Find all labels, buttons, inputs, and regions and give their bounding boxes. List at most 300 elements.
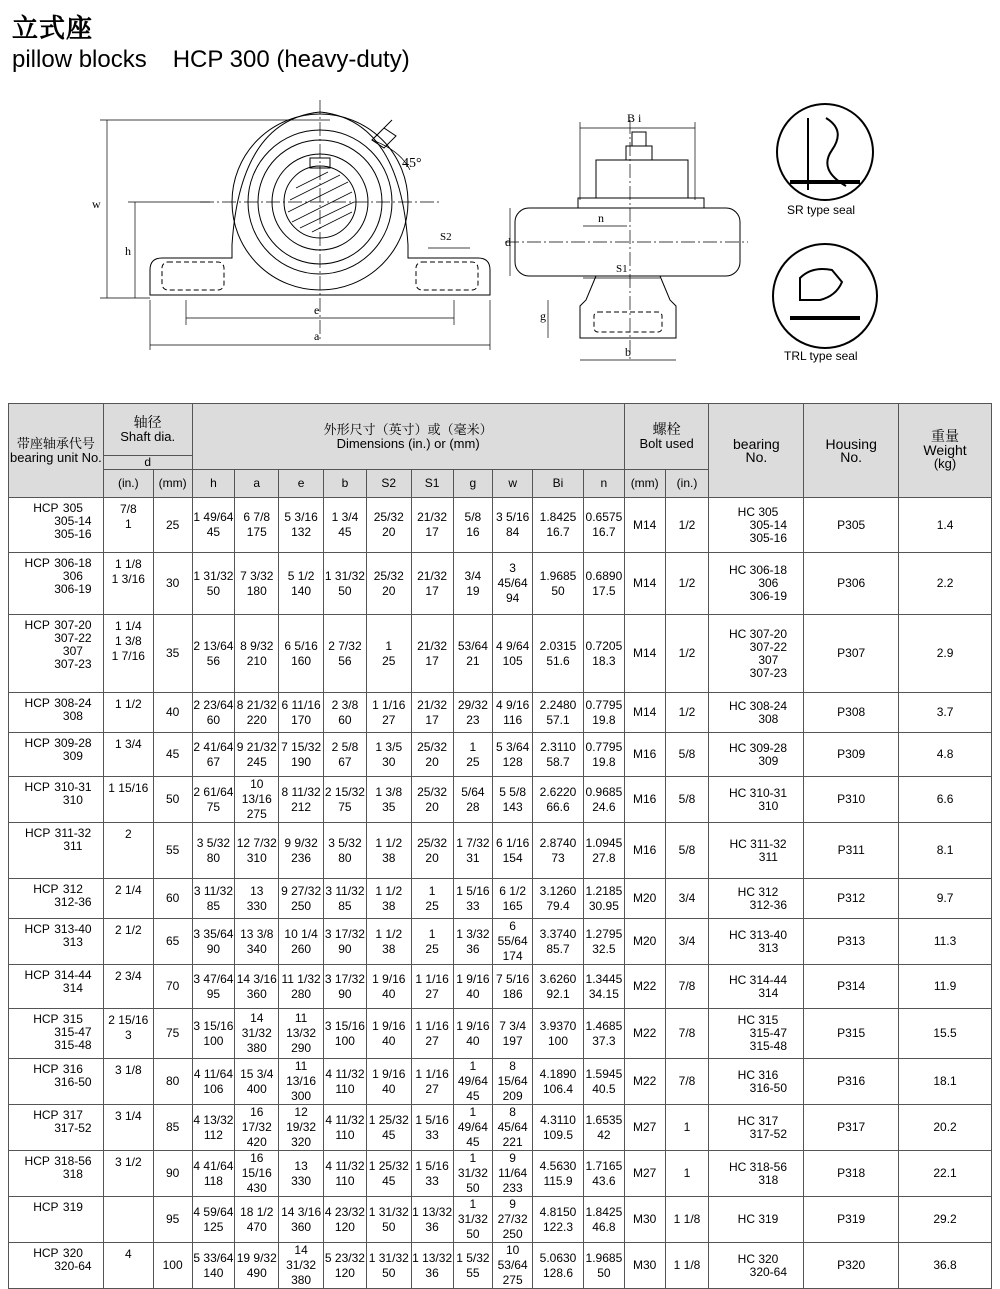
header-shaft-in: (in.) — [103, 470, 153, 498]
unit-number: 306 — [62, 569, 83, 583]
dim-inch-value: 6 11/16 — [281, 697, 321, 712]
dim-cell-a — [235, 1197, 279, 1243]
unit-number: 319 — [62, 1200, 83, 1214]
dim-inch-value: 4 41/64 — [193, 1158, 234, 1173]
unit-prefix: HCP — [24, 922, 50, 936]
weight-cell: 11.3 — [899, 919, 992, 965]
bolt-inch-cell: 1/2 — [665, 498, 709, 553]
dim-mm-value: 360 — [246, 986, 267, 1001]
dim-inch-value: 12 7/32 — [236, 835, 277, 850]
bolt-mm-cell: M27 — [624, 1151, 665, 1197]
dim-cell-a — [235, 879, 279, 919]
dim-inch-value: 2 7/32 — [328, 638, 362, 653]
dim-cell-bi — [533, 823, 584, 879]
bearing-number: 306 — [758, 576, 779, 590]
dim-cell-b — [324, 965, 367, 1009]
dim-cell-g — [453, 1105, 493, 1151]
dim-mm-value: 280 — [291, 986, 312, 1001]
dim-mm-value: 34.15 — [588, 986, 619, 1001]
dim-inch-value: 4.3110 — [540, 1112, 576, 1127]
dim-inch-value: 25/32 — [417, 835, 448, 850]
unit-number: 314-44 — [54, 968, 92, 982]
housing-number-cell: P309 — [804, 733, 899, 777]
dim-cell-s1 — [411, 965, 453, 1009]
dim-mm-value: 175 — [246, 525, 267, 539]
bearing-number-cell — [709, 1009, 804, 1059]
dim-inch-value: 5.0630 — [539, 1250, 577, 1265]
bolt-inch-cell: 7/8 — [665, 1059, 709, 1105]
dim-mm-value: 490 — [246, 1265, 267, 1280]
housing-number-cell: P307 — [804, 615, 899, 693]
shaft-inch-cell — [103, 1009, 153, 1059]
dim-inch-value: 4 11/32 — [325, 1066, 365, 1081]
dim-inch-value: 10 53/64 — [497, 1243, 528, 1272]
dim-cell-s1 — [411, 879, 453, 919]
dim-mm-value: 40 — [382, 986, 396, 1001]
dim-mm-value: 50 — [206, 583, 221, 598]
dim-cell-b — [324, 1059, 367, 1105]
dim-cell-e — [279, 733, 324, 777]
bearing-number-line — [709, 1040, 803, 1053]
dim-cell-g — [453, 919, 493, 965]
unit-number: 315-47 — [54, 1025, 92, 1039]
shaft-inch-cell — [103, 1059, 153, 1105]
dim-mm-value: 50 — [466, 1181, 480, 1195]
dim-inch-value: 2 23/64 — [193, 697, 234, 712]
dim-mm-value: 25 — [466, 754, 480, 769]
dim-cell-g — [453, 733, 493, 777]
dim-mm-value: 320 — [291, 1135, 312, 1149]
dim-inch-value: 1.4685 — [585, 1018, 623, 1033]
dim-label-s1: S1 — [616, 263, 628, 275]
dim-inch-value: 3 15/16 — [324, 1018, 365, 1033]
dim-cell-e — [279, 879, 324, 919]
bearing-number-cell — [709, 615, 804, 693]
dim-inch-value: 4.8150 — [539, 1204, 577, 1219]
dim-mm-value: 132 — [291, 525, 312, 539]
dim-mm-value: 66.6 — [546, 799, 570, 814]
bearing-prefix: HC — [728, 785, 747, 800]
dim-inch-value: 1 5/16 — [415, 1158, 449, 1173]
dim-mm-value: 174 — [502, 949, 523, 963]
dim-inch-value: 3 35/64 — [193, 926, 234, 941]
dim-label-s2: S2 — [440, 231, 452, 243]
shaft-mm-cell: 65 — [153, 919, 192, 965]
unit-number: 320 — [62, 1246, 83, 1260]
bolt-mm-cell: M16 — [624, 777, 665, 823]
dim-cell-s2 — [366, 919, 411, 965]
dim-cell-w — [493, 1105, 533, 1151]
dim-inch-value: 8 9/32 — [240, 638, 274, 653]
shaft-inch-cell — [103, 693, 153, 733]
bearing-prefix: HC — [728, 1159, 747, 1174]
dim-mm-value: 17 — [425, 712, 439, 727]
dim-mm-value: 236 — [291, 850, 312, 865]
dim-mm-value: 290 — [291, 1041, 312, 1055]
dim-inch-value: 18 1/2 — [240, 1204, 274, 1219]
dim-mm-value: 116 — [503, 712, 523, 727]
header-weight — [899, 404, 992, 498]
dim-cell-bi — [533, 498, 584, 553]
dim-inch-value: 1 49/64 — [457, 1059, 488, 1088]
unit-number-cell — [9, 498, 104, 553]
dim-mm-value: 55 — [466, 1265, 480, 1280]
header-dim-s2: S2 — [366, 470, 411, 498]
dim-inch-value: 16 15/16 — [241, 1151, 272, 1180]
unit-number: 313-40 — [54, 922, 92, 936]
dim-inch-value: 1 3/4 — [331, 510, 359, 524]
unit-number-cell — [9, 1009, 104, 1059]
shaft-inch-value: 3 1/4 — [114, 1109, 142, 1123]
left-foot-slot — [162, 262, 224, 290]
dim-inch-value: 6 7/8 — [243, 510, 271, 524]
unit-number-line — [9, 982, 103, 995]
bearing-number-line — [709, 532, 803, 545]
header-dims-en: Dimensions (in.) or (mm) — [336, 435, 480, 451]
dim-label-angle: 45° — [402, 156, 422, 171]
shaft-inch-value: 1 3/16 — [111, 572, 145, 586]
side-housing-top — [596, 160, 688, 198]
bearing-number-cell — [709, 919, 804, 965]
shaft-inch-value: 1 1/2 — [114, 697, 142, 711]
dim-inch-value: 4 11/32 — [325, 1112, 365, 1127]
dim-cell-h — [192, 777, 235, 823]
dim-mm-value: 143 — [502, 799, 523, 814]
dim-inch-value: 2.3110 — [540, 739, 576, 754]
unit-prefix: HCP — [33, 1108, 59, 1122]
unit-number-line — [9, 1260, 103, 1273]
header-bolt-zh: 螺栓 — [652, 421, 681, 438]
dim-cell-e — [279, 823, 324, 879]
dim-mm-value: 33 — [425, 1173, 439, 1188]
dim-cell-h — [192, 965, 235, 1009]
dim-inch-value: 1 9/16 — [372, 971, 406, 986]
unit-prefix: HCP — [33, 1062, 59, 1076]
dim-inch-value: 3 45/64 — [497, 561, 528, 590]
dim-mm-value: 90 — [338, 941, 352, 956]
dim-mm-value: 45 — [382, 1127, 396, 1142]
table-row — [9, 733, 992, 777]
shaft-mm-cell: 95 — [153, 1197, 192, 1243]
bearing-prefix: HC — [728, 740, 747, 755]
dim-inch-value: 4.5630 — [539, 1158, 577, 1173]
shaft-inch-cell — [103, 1151, 153, 1197]
dim-mm-value: 40.5 — [592, 1081, 616, 1096]
table-row — [9, 777, 992, 823]
dim-inch-value: 2 3/8 — [331, 697, 359, 712]
dim-mm-value: 67 — [338, 754, 352, 769]
dim-mm-value: 75 — [206, 799, 221, 814]
dim-inch-value: 1 1/16 — [415, 1018, 449, 1033]
dim-mm-value: 118 — [203, 1173, 223, 1188]
dim-inch-value: 8 11/32 — [281, 784, 321, 799]
bolt-inch-cell: 1/2 — [665, 553, 709, 615]
bearing-number: 309 — [758, 753, 779, 768]
dim-inch-value: 11 1/32 — [281, 971, 321, 986]
bearing-number-line — [709, 641, 803, 654]
dim-inch-value: 21/32 — [417, 510, 448, 524]
dim-mm-value: 50 — [382, 1265, 396, 1280]
dim-cell-n — [584, 733, 625, 777]
dim-cell-bi — [533, 693, 584, 733]
weight-cell: 2.9 — [899, 615, 992, 693]
dim-mm-value: 31 — [466, 850, 480, 865]
housing-number-cell: P306 — [804, 553, 899, 615]
unit-number-cell — [9, 1197, 104, 1243]
dim-inch-value: 2.2480 — [539, 697, 577, 712]
header-dim-w: w — [493, 470, 533, 498]
unit-number: 311 — [63, 839, 83, 853]
dim-mm-value: 16 — [466, 525, 480, 539]
unit-prefix: HCP — [24, 618, 50, 632]
dim-inch-value: 1.9685 — [585, 1250, 623, 1265]
dim-cell-n — [584, 1105, 625, 1151]
dim-label-a: a — [314, 329, 320, 343]
dim-cell-s1 — [411, 1197, 453, 1243]
dim-inch-value: 2 15/32 — [324, 784, 365, 799]
dim-inch-value: 13 3/8 — [240, 926, 274, 941]
unit-number-line — [9, 557, 103, 570]
housing-number-cell: P313 — [804, 919, 899, 965]
shaft-mm-cell: 60 — [153, 879, 192, 919]
dim-cell-h — [192, 615, 235, 693]
header-unit-en: bearing unit No. — [10, 449, 102, 465]
housing-number-cell: P310 — [804, 777, 899, 823]
dim-cell-w — [493, 823, 533, 879]
dim-label-d: d — [505, 235, 511, 249]
bearing-number-cell — [709, 879, 804, 919]
dim-inch-value: 16 17/32 — [241, 1105, 272, 1134]
dim-mm-value: 56 — [338, 653, 352, 668]
dim-mm-value: 73 — [551, 850, 565, 865]
dim-cell-n — [584, 615, 625, 693]
dim-inch-value: 5 3/64 — [495, 739, 530, 754]
dim-mm-value: 75 — [338, 799, 352, 814]
header-shaft-en: Shaft dia. — [120, 428, 176, 444]
dim-cell-bi — [533, 615, 584, 693]
dim-cell-s2 — [366, 777, 411, 823]
shaft-inch-cell — [103, 777, 153, 823]
bearing-number: 315-47 — [749, 1026, 788, 1040]
dim-cell-w — [493, 693, 533, 733]
unit-number: 306-18 — [54, 556, 92, 570]
bearing-number: 310-31 — [749, 785, 788, 800]
unit-number-line — [9, 827, 103, 840]
dim-inch-value: 3 17/32 — [324, 971, 365, 986]
dim-cell-w — [493, 553, 533, 615]
dim-inch-value: 0.7205 — [585, 638, 623, 653]
dim-inch-value: 1.5945 — [585, 1066, 623, 1081]
dim-cell-s2 — [366, 733, 411, 777]
bearing-number-line — [709, 1161, 803, 1174]
dim-mm-value: 106.4 — [543, 1081, 574, 1096]
unit-number: 308-24 — [54, 696, 92, 710]
bolt-inch-cell: 7/8 — [665, 965, 709, 1009]
dim-inch-value: 1 31/32 — [457, 1151, 488, 1180]
dim-cell-e — [279, 615, 324, 693]
dim-cell-s1 — [411, 1105, 453, 1151]
dim-cell-b — [324, 919, 367, 965]
dim-inch-value: 9 21/32 — [236, 739, 277, 754]
dim-inch-value: 5 33/64 — [193, 1250, 234, 1265]
bearing-prefix: HC — [728, 927, 747, 942]
dim-inch-value: 2.6220 — [539, 784, 577, 799]
bearing-number-cell — [709, 733, 804, 777]
dim-mm-value: 40 — [466, 1033, 480, 1048]
dim-inch-value: 1 9/16 — [456, 971, 490, 986]
dim-mm-value: 51.6 — [546, 653, 570, 668]
bearing-number-line — [709, 1213, 803, 1226]
bolt-mm-cell: M14 — [624, 615, 665, 693]
dim-inch-value: 7 3/4 — [499, 1018, 526, 1033]
header-bolt-in: (in.) — [665, 470, 709, 498]
unit-number-line — [9, 583, 103, 596]
dim-mm-value: 125 — [203, 1219, 224, 1234]
dim-inch-value: 2.0315 — [539, 638, 577, 653]
header-dim-b: b — [324, 470, 367, 498]
dim-mm-value: 25 — [425, 898, 439, 913]
dim-cell-h — [192, 1197, 235, 1243]
dim-cell-bi — [533, 1009, 584, 1059]
dim-mm-value: 94 — [505, 591, 520, 605]
dim-inch-value: 1 9/16 — [372, 1066, 406, 1081]
dim-mm-value: 120 — [334, 1265, 355, 1280]
weight-cell: 1.4 — [899, 498, 992, 553]
bearing-number: 313-40 — [749, 927, 788, 942]
unit-number: 309 — [62, 749, 83, 763]
weight-cell: 18.1 — [899, 1059, 992, 1105]
dim-mm-value: 165 — [502, 898, 523, 913]
dim-cell-n — [584, 1009, 625, 1059]
shaft-inch-value: 2 1/2 — [114, 923, 142, 937]
bolt-inch-cell: 1 — [665, 1151, 709, 1197]
bearing-number-line — [709, 590, 803, 603]
dim-mm-value: 50 — [551, 583, 565, 598]
unit-number-cell — [9, 823, 104, 879]
bolt-mm-cell: M16 — [624, 733, 665, 777]
dim-mm-value: 470 — [246, 1219, 267, 1234]
dim-mm-value: 20 — [382, 583, 396, 598]
dim-cell-bi — [533, 777, 584, 823]
table-row — [9, 965, 992, 1009]
housing-number-cell: P311 — [804, 823, 899, 879]
dim-mm-value: 45 — [382, 1173, 396, 1188]
unit-number: 314 — [62, 981, 83, 995]
unit-number-line — [9, 781, 103, 794]
bearing-number-line — [709, 838, 803, 851]
dim-mm-value: 180 — [246, 583, 267, 598]
dim-cell-s1 — [411, 1151, 453, 1197]
housing-number-cell: P320 — [804, 1243, 899, 1289]
dim-cell-bi — [533, 733, 584, 777]
bearing-prefix: HC — [728, 626, 747, 641]
dim-inch-value: 8 21/32 — [236, 697, 277, 712]
dim-inch-value: 11 13/16 — [286, 1059, 317, 1088]
dim-inch-value: 0.7795 — [585, 697, 623, 712]
shaft-inch-value: 3 1/8 — [114, 1063, 142, 1077]
dim-inch-value: 1 3/8 — [375, 784, 403, 799]
unit-number-line — [9, 1155, 103, 1168]
header-weight-unit: (kg) — [933, 456, 957, 471]
right-foot-slot — [416, 262, 478, 290]
dim-mm-value: 38 — [382, 941, 396, 956]
dim-mm-value: 21 — [466, 653, 480, 668]
dim-cell-n — [584, 1197, 625, 1243]
shaft-mm-cell: 50 — [153, 777, 192, 823]
dim-inch-value: 1 49/64 — [457, 1105, 488, 1134]
unit-prefix: HCP — [33, 1246, 59, 1260]
dim-mm-value: 245 — [246, 754, 267, 769]
dim-cell-s2 — [366, 1009, 411, 1059]
dim-cell-b — [324, 693, 367, 733]
bolt-inch-cell: 5/8 — [665, 733, 709, 777]
housing-number-cell: P312 — [804, 879, 899, 919]
dim-cell-g — [453, 777, 493, 823]
dim-mm-value: 37.3 — [592, 1033, 616, 1048]
dim-cell-g — [453, 879, 493, 919]
dim-mm-value: 17.5 — [592, 583, 616, 598]
unit-number: 305 — [62, 501, 83, 515]
dim-cell-h — [192, 693, 235, 733]
dim-inch-value: 1 25/32 — [368, 1158, 409, 1173]
dim-cell-g — [453, 1197, 493, 1243]
dim-cell-h — [192, 879, 235, 919]
dim-mm-value: 260 — [291, 941, 312, 956]
bolt-mm-cell: M14 — [624, 498, 665, 553]
header-dims — [192, 404, 624, 470]
dim-mm-value: 42 — [597, 1127, 611, 1142]
dim-inch-value: 5 3/16 — [284, 510, 318, 524]
bolt-inch-cell: 3/4 — [665, 879, 709, 919]
unit-number: 308 — [62, 709, 83, 723]
table-row — [9, 1197, 992, 1243]
header-shaft — [103, 404, 192, 456]
dim-cell-s1 — [411, 1009, 453, 1059]
dim-inch-value: 3.1260 — [539, 883, 577, 898]
dim-inch-value: 9 11/64 — [498, 1151, 528, 1180]
weight-cell: 22.1 — [899, 1151, 992, 1197]
shaft-inch-value: 2 — [124, 827, 132, 841]
bearing-number: 318 — [758, 1172, 779, 1187]
dim-cell-bi — [533, 965, 584, 1009]
dim-cell-w — [493, 965, 533, 1009]
dim-mm-value: 17 — [425, 653, 439, 668]
bolt-mm-cell: M22 — [624, 1009, 665, 1059]
dim-cell-a — [235, 498, 279, 553]
dim-mm-value: 122.3 — [543, 1219, 574, 1234]
dim-cell-g — [453, 1009, 493, 1059]
dim-inch-value: 0.7795 — [585, 739, 623, 754]
bearing-number-line — [709, 1266, 803, 1279]
dim-cell-b — [324, 1009, 367, 1059]
bearing-number: 315-48 — [749, 1039, 788, 1053]
shaft-mm-cell: 45 — [153, 733, 192, 777]
bearing-number-cell — [709, 823, 804, 879]
dim-mm-value: 300 — [291, 1089, 312, 1103]
dim-cell-w — [493, 1059, 533, 1105]
unit-number-line — [9, 1076, 103, 1089]
dim-mm-value: 57.1 — [546, 712, 570, 727]
dim-mm-value: 330 — [246, 898, 267, 913]
dim-inch-value: 11 13/32 — [286, 1011, 317, 1040]
spec-table-body — [9, 498, 992, 1289]
dim-mm-value: 220 — [246, 712, 267, 727]
housing-number-cell: P316 — [804, 1059, 899, 1105]
bearing-prefix: HC — [737, 1251, 755, 1266]
dim-cell-s2 — [366, 553, 411, 615]
shaft-mm-cell: 70 — [153, 965, 192, 1009]
dim-mm-value: 36 — [425, 1219, 439, 1234]
